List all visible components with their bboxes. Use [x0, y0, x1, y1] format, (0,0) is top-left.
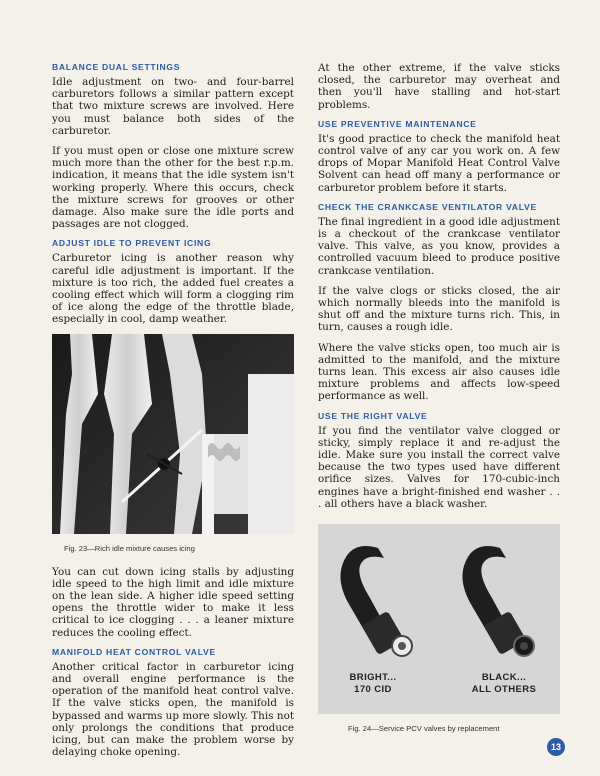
heading-preventive-maintenance: USE PREVENTIVE MAINTENANCE	[318, 118, 477, 129]
label-bright: BRIGHT...	[349, 672, 397, 684]
paragraph: If you find the ventilator valve clogged or sticky, simply replace it and re-adjust the idle. Make sure you install the correct valve because the two types used have different orifice sizes. Valves for 170-cubic-inch engines have a bright-finished end washer . . . all others have a black washer.	[318, 424, 560, 510]
pcv-label-black	[456, 672, 552, 696]
heading-manifold-heat-control: MANIFOLD HEAT CONTROL VALVE	[52, 646, 216, 657]
paragraph: At the other extreme, if the valve sticks closed, the carburetor may overheat and then you'll have stalling and hot-start problems.	[318, 62, 560, 111]
page-number: 13	[547, 738, 565, 756]
pcv-label-bright	[328, 672, 418, 696]
heading-balance-dual-settings: BALANCE DUAL SETTINGS	[52, 62, 181, 72]
heading-use-right-valve: USE THE RIGHT VALVE	[318, 410, 428, 421]
label-all-others: ALL OTHERS	[471, 684, 537, 696]
paragraph: Idle adjustment on two- and four-barrel carburetors follows a similar pattern except that two mixture screws are involved. Here you must balance both sides of the carburetor.	[52, 76, 294, 137]
paragraph: It's good practice to check the manifold heat control valve of any car you work on. A few drops of Mopar Manifold Heat Control Valve Solvent can head off many a performance or carburetor problem before it starts.	[318, 132, 560, 194]
label-black: BLACK...	[481, 672, 527, 684]
heading-crankcase-ventilator: CHECK THE CRANKCASE VENTILATOR VALVE	[318, 201, 537, 212]
paragraph: Another critical factor in carburetor icing and overall engine performance is the operation of the manifold heat control valve. If the valve sticks open, the manifold is bypassed and warms up more slowly. This not only prolongs the conditions that produce icing, but can make the problem worse by delaying choke opening.	[52, 660, 294, 759]
paragraph: Where the valve sticks open, too much air is admitted to the manifold, and the mixture turns lean. This excess air also causes idle mixture problems and affects low-speed performance as well.	[318, 341, 560, 403]
throttle-icing-photo	[52, 334, 294, 534]
paragraph: If the valve clogs or sticks closed, the air which normally bleeds into the manifold is shut off and the mixture turns rich. This, in turn, causes a rough idle.	[318, 284, 560, 334]
figure-23-caption: Fig. 23—Rich idle mixture causes icing	[64, 543, 195, 553]
paragraph: Carburetor icing is another reason why careful idle adjustment is important. If the mixture is too rich, the added fuel creates a cooling effect which will form a clogging rim of ice along the edge of the throttle blade, especially in cool, damp weather.	[52, 252, 294, 326]
figure-24-caption: Fig. 24—Service PCV valves by replacement	[348, 724, 500, 734]
figure-23	[52, 334, 294, 553]
right-column	[318, 62, 560, 733]
paragraph: The final ingredient in a good idle adjustment is a checkout of the crankcase ventilator valve. This valve, as you know, provides a controlled vacuum bleed to produce positive crankcase ventilation.	[318, 215, 560, 277]
paragraph: You can cut down icing stalls by adjusting idle speed to the high limit and idle mixture on the lean side. A higher idle speed setting opens the throttle wider to make it less critical to ice clogging . . . a leaner mixture reduces the cooling effect.	[52, 565, 294, 639]
paragraph: If you must open or close one mixture screw much more than the other for the best r.p.m. indication, it means that the idle system isn't working properly. Where this occurs, check the mixture screws for grooves or other damage. Also make sure the idle ports and passages are not clogged.	[52, 145, 294, 231]
left-column	[52, 62, 294, 767]
label-170-cid: 170 CID	[354, 684, 392, 696]
figure-24	[318, 524, 560, 733]
heading-adjust-idle: ADJUST IDLE TO PREVENT ICING	[52, 238, 212, 249]
